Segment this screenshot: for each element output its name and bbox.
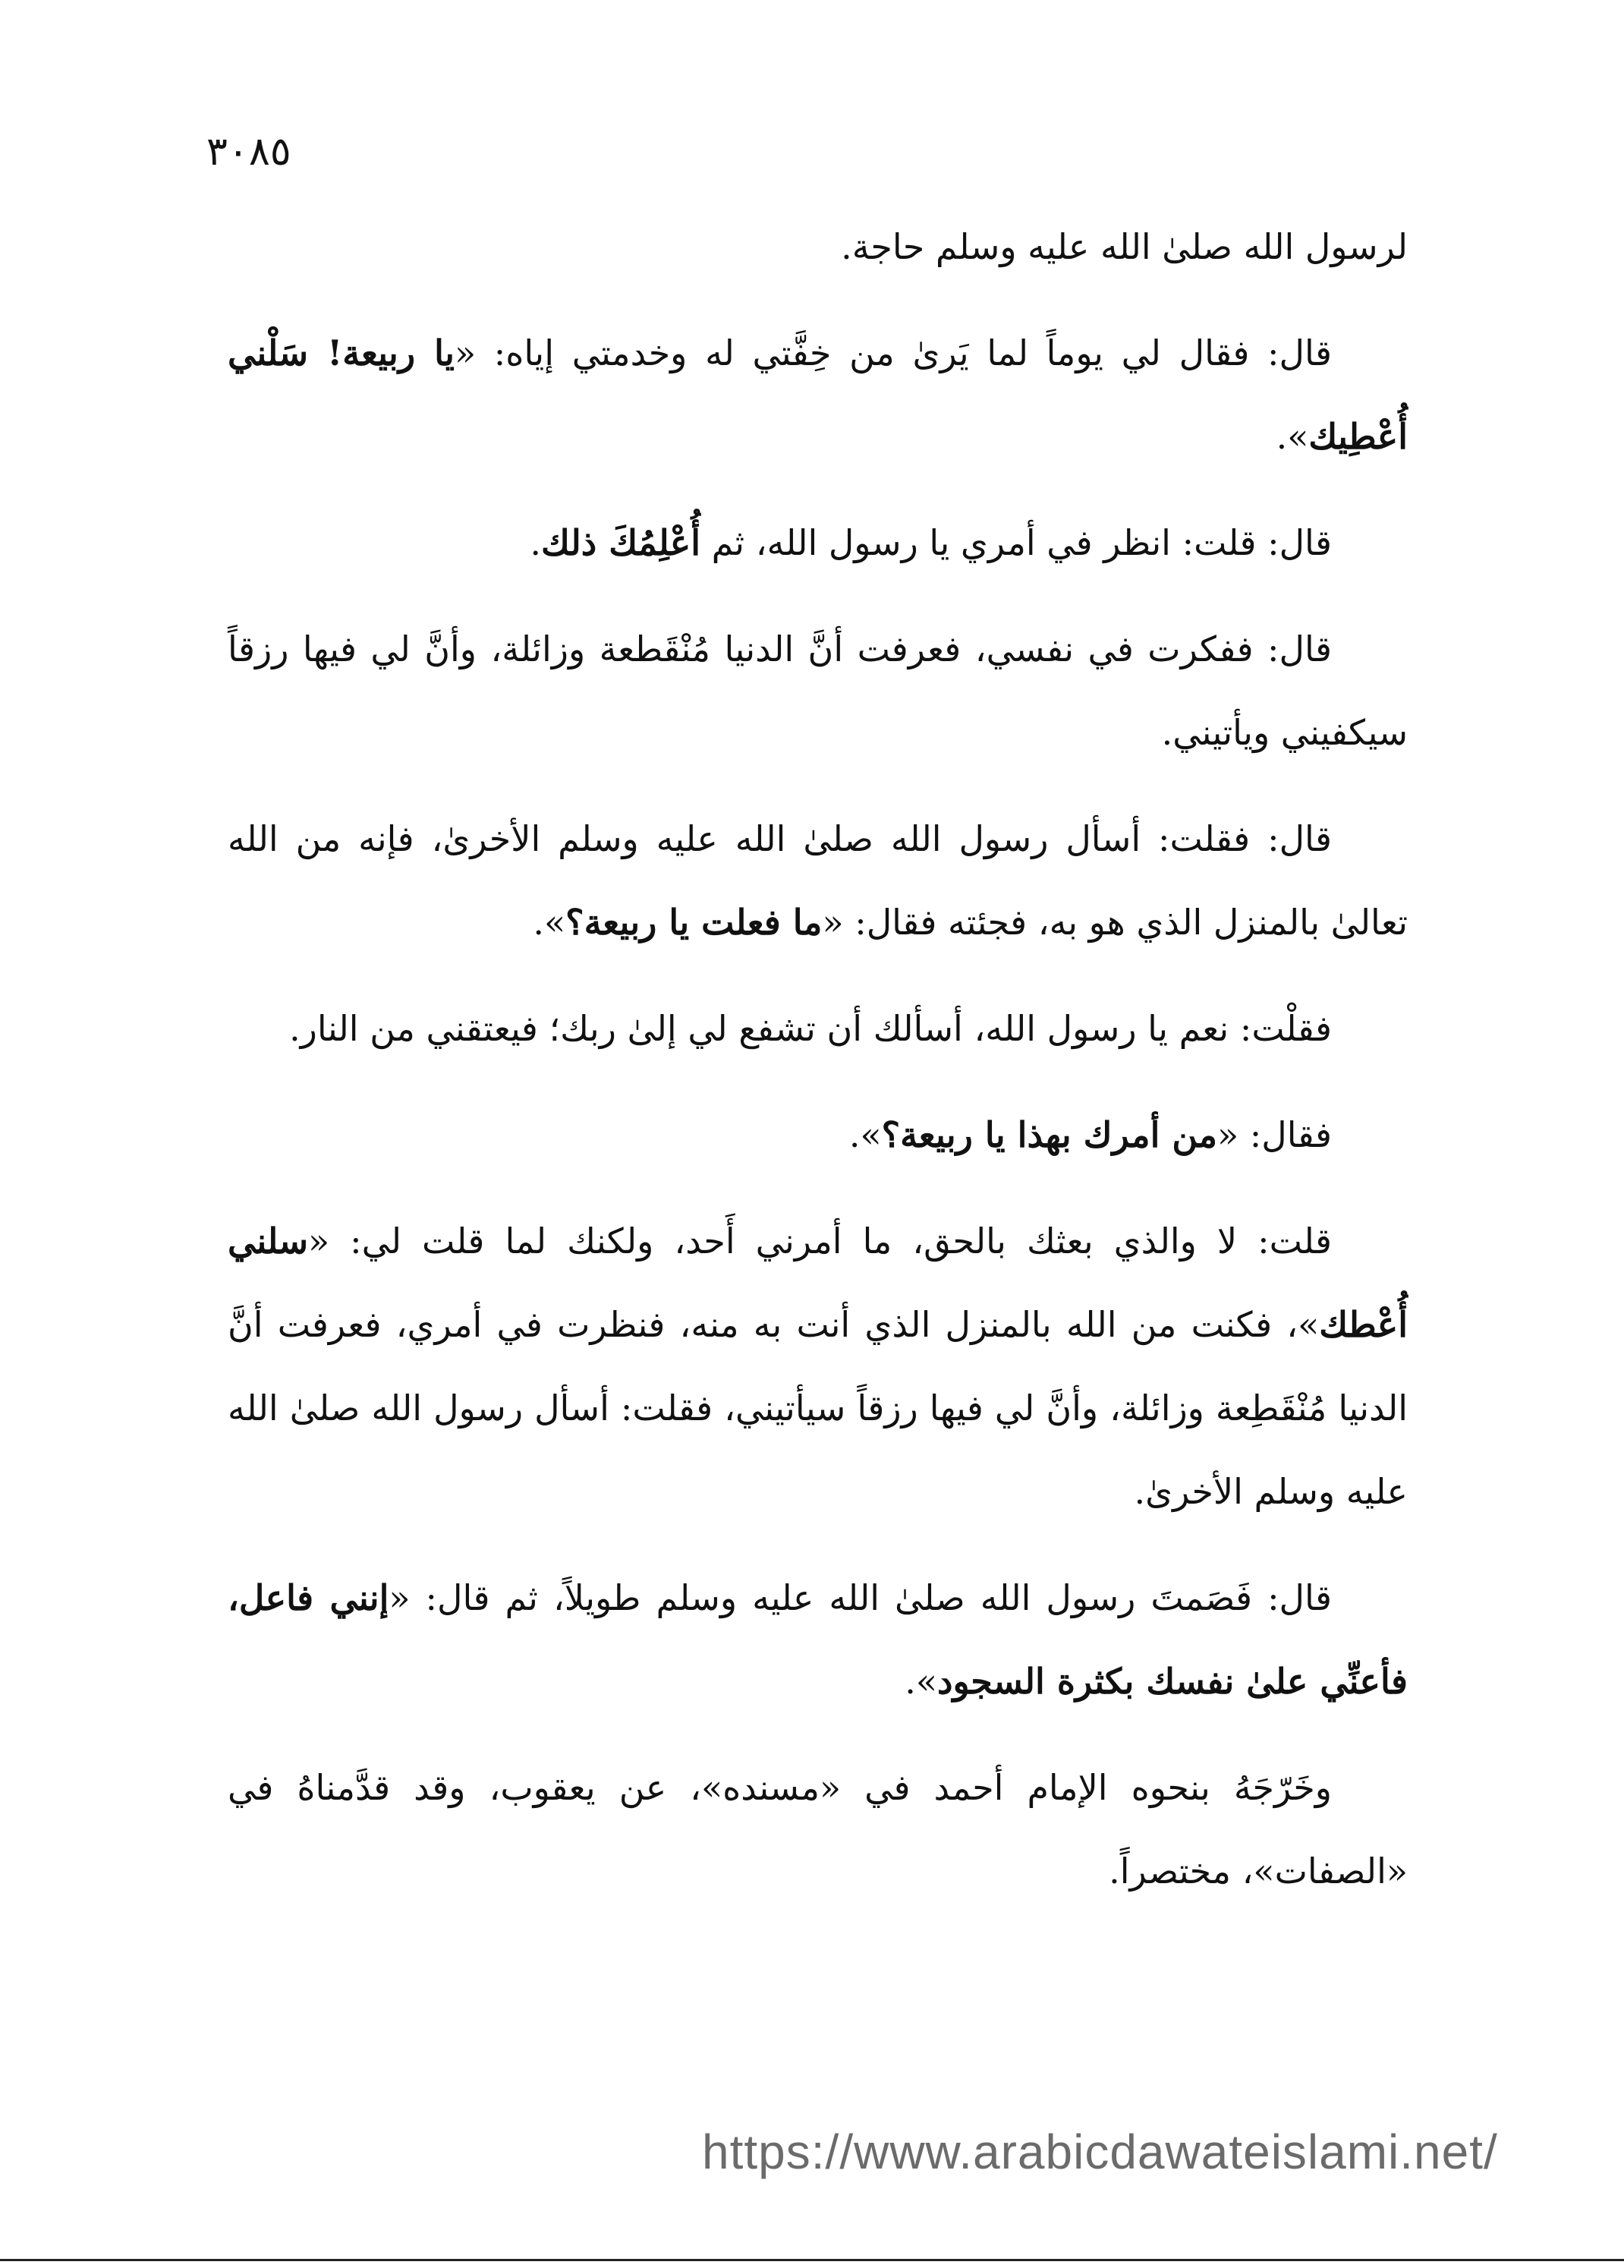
paragraph [228,607,1408,774]
paragraph-text: قال: قلت: انظر في أمري يا رسول الله، ثم [700,522,1332,563]
paragraph [228,311,1408,478]
paragraph-text: قلت: لا والذي بعثك بالحق، ما أمرني أَحد، ولكنك لما قلت لي: « [308,1221,1332,1262]
hadith-quote: سلني أُعْطك [228,1221,1408,1345]
paragraph [228,1093,1408,1177]
hadith-quote: يا ربيعة! سَلْني أُعْطِيك [228,332,1408,457]
hadith-quote: من أمرك بهذا يا ربيعة؟ [881,1114,1218,1155]
paragraph-text: قال: فقلت: أسأل رسول الله صلىٰ الله عليه وسلم الأخرىٰ، فإنه من الله تعالىٰ بالمنزل الذي هو به، فجئته فقال: « [228,818,1408,943]
paragraph-text: ». [905,1661,938,1702]
paragraph-text: قال: فَصَمتَ رسول الله صلىٰ الله عليه وسلم طويلاً، ثم قال: « [389,1577,1332,1618]
paragraph [228,987,1408,1070]
page-number: ٣٠٨٥ [206,129,291,175]
hadith-quote: إنني فاعل، فأعنِّي علىٰ نفسك بكثرة السجود [228,1577,1408,1702]
paragraph-text: وخَرّجَهُ بنحوه الإمام أحمد في «مسنده»، عن يعقوب، وقد قدَّمناهُ في «الصفات»، مختصراً. [228,1767,1408,1892]
paragraph-text: . [530,522,541,563]
body-text [228,205,1408,1936]
paragraph [228,1556,1408,1723]
paragraph-text: قال: ففكرت في نفسي، فعرفت أنَّ الدنيا مُنْقَطعة وزائلة، وأنَّ لي فيها رزقاً سيكفيني ويأتيني. [228,628,1408,753]
paragraph-text: فقال: « [1217,1114,1332,1155]
paragraph-text: فقلْت: نعم يا رسول الله، أسألك أن تشفع لي إلىٰ ربك؛ فيعتقني من النار. [289,1008,1332,1049]
paragraph [228,1746,1408,1913]
paragraph [228,797,1408,964]
paragraph-text: »، فكنت من الله بالمنزل الذي أنت به منه، فنظرت في أمري، فعرفت أنَّ الدنيا مُنْقَطِعة وزائلة، وأنَّ لي فيها رزقاً سيأتيني، فقلت: أسأل رسول الله صلىٰ الله عليه وسلم الأخرىٰ. [228,1304,1408,1512]
paragraph-text: ». [533,902,566,943]
paragraph-text: ». [1276,416,1309,457]
paragraph [228,1199,1408,1533]
paragraph [228,205,1408,288]
hadith-quote: أُعْلِمُكَ ذلك [540,522,701,563]
paragraph-text: قال: فقال لي يوماً لما يَرىٰ من خِفَّتي له وخدمتي إياه: « [454,332,1332,373]
paragraph [228,501,1408,584]
watermark-url[interactable]: https://www.arabicdawateislami.net/ [702,2125,1498,2179]
paragraph-text: لرسول الله صلىٰ الله عليه وسلم حاجة. [841,226,1408,267]
hadith-quote: ما فعلت يا ربيعة؟ [565,902,823,943]
bottom-rule [0,2259,1624,2261]
paragraph-text: ». [848,1114,882,1155]
